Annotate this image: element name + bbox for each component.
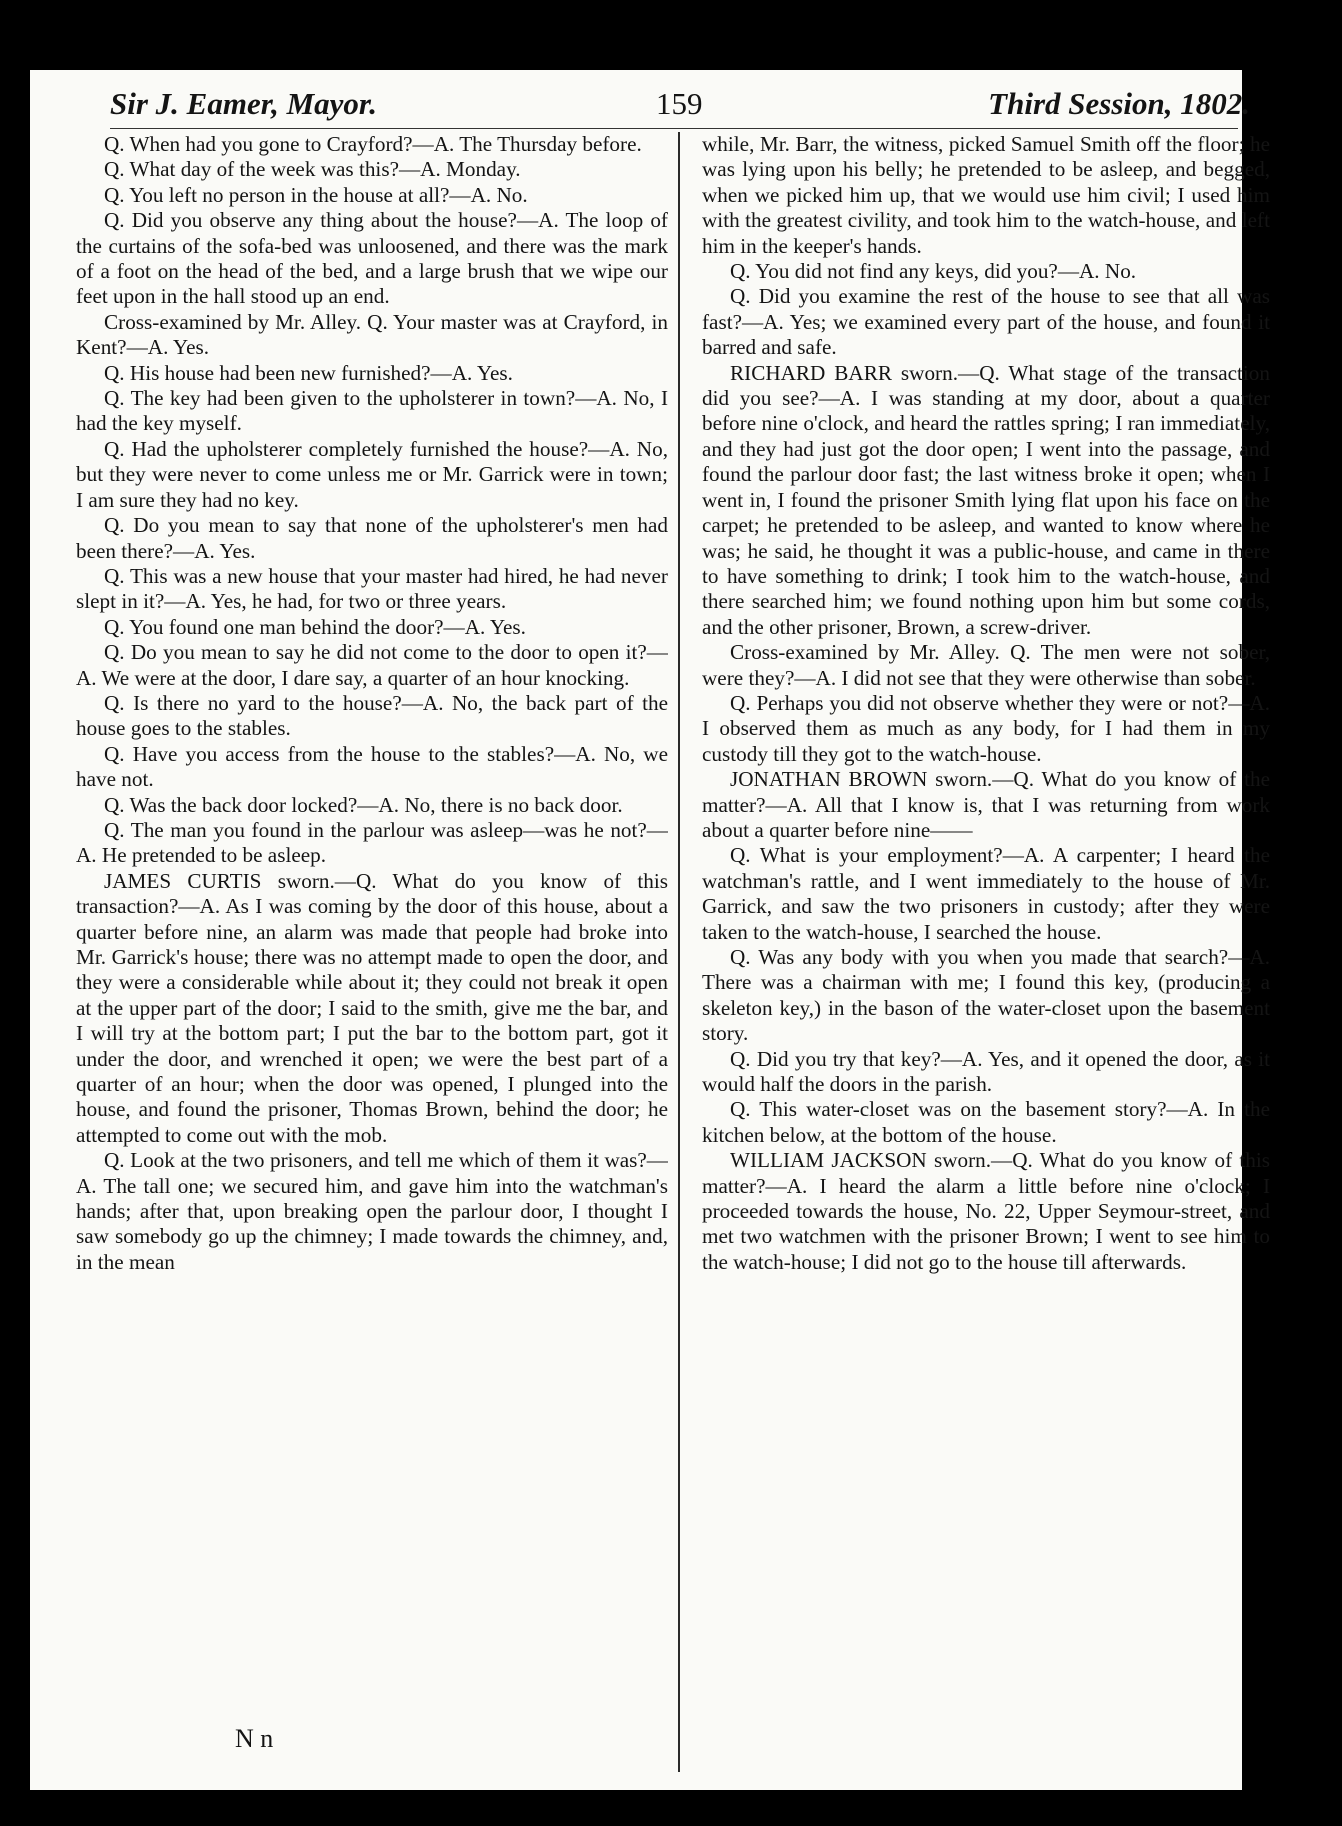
right-paragraph: Q. You did not find any keys, did you?—A. No. [730,259,1137,284]
right-paragraph: Q. Did you examine the rest of the house to see that all was fast?—A. Yes; we examined every part of the house, and found it barred and safe. [702,284,1270,360]
left-paragraph: Q. You found one man behind the door?—A. Yes. [104,614,526,639]
left-paragraph: Q. Is there no yard to the house?—A. No, the back part of the house goes to the stables. [76,690,668,741]
right-paragraph: while, Mr. Barr, the witness, picked Samuel Smith off the floor; he was lying upon his belly; he pretended to be asleep, and begged, when we picked him up, that we would use him civil; I used him with the greatest civility, and took him to the watch-house, and left him in the keeper's hands. [702,132,1270,258]
left-paragraph: Q. Had the upholsterer completely furnished the house?—A. No, but they were never to come unless me or Mr. Garrick were in town; I am sure they had no key. [76,436,668,512]
left-paragraph: Q. His house had been new furnished?—A. Yes. [104,360,513,385]
left-column [76,132,668,1275]
left-paragraph: Q. You left no person in the house at all?—A. No. [104,182,528,207]
left-paragraph: Q. Do you mean to say he did not come to the door to open it?—A. We were at the door, I dare say, a quarter of an hour knocking. [76,640,668,690]
right-paragraph: Q. What is your employment?—A. A carpenter; I heard the watchman's rattle, and I went immediately to the house of Mr. Garrick, and saw the two prisoners in custody; after they were taken to the watch-house, I searched the house. [702,843,1270,944]
right-paragraph: Q. Did you try that key?—A. Yes, and it opened the door, as it would half the doors in the parish. [702,1046,1270,1097]
document-page [30,70,1270,1790]
signature-mark: N n [235,1724,274,1753]
page-number: 159 [656,86,703,121]
right-column [702,132,1270,1275]
left-paragraph: Q. Have you access from the house to the stables?—A. No, we have not. [76,741,668,792]
left-paragraph: Q. Do you mean to say that none of the upholsterer's men had been there?—A. Yes. [76,513,668,563]
column-divider [678,132,680,1772]
left-paragraph: Q. Look at the two prisoners, and tell me which of them it was?—A. The tall one; we secured him, and gave him into the watchman's hands; after that, upon breaking open the parlour door, I thought I saw somebody go up the chimney; I made towards the chimney, and, in the mean [76,1148,668,1274]
right-paragraph: Q. This water-closet was on the basement story?—A. In the kitchen below, at the bottom of the house. [702,1097,1270,1147]
header-mayor: Sir J. Eamer, Mayor. [110,86,377,121]
left-paragraph: Q. When had you gone to Crayford?—A. The Thursday before. [104,132,642,156]
left-paragraph: Q. What day of the week was this?—A. Monday. [104,157,521,182]
header-session: Third Session, 1802. [988,86,1250,121]
left-paragraph: Cross-examined by Mr. Alley. Q. Your master was at Crayford, in Kent?—A. Yes. [76,309,668,360]
right-paragraph: JONATHAN BROWN sworn.—Q. What do you know of the matter?—A. All that I know is, that I was returning from work about a quarter before nine—— [702,767,1270,842]
left-paragraph: Q. This was a new house that your master had hired, he had never slept in it?—A. Yes, he had, for two or three years. [76,563,668,614]
left-paragraph: Q. Was the back door locked?—A. No, there is no back door. [104,792,623,817]
right-paragraph: WILLIAM JACKSON sworn.—Q. What do you know of this matter?—A. I heard the alarm a little before nine o'clock; I proceeded towards the house, No. 22, Upper Seymour-street, and met two watchmen with the prisoner Brown; I went to see him to the watch-house; I did not go to the house till afterwards. [702,1148,1270,1274]
right-paragraph: Q. Perhaps you did not observe whether they were or not?—A. I observed them as much as any body, for I had them in my custody till they got to the watch-house. [702,690,1270,766]
left-paragraph: Q. Did you observe any thing about the house?—A. The loop of the curtains of the sofa-bed was unloosened, and there was the mark of a foot on the head of the bed, and a large brush that we wipe our feet upon in the hall stood up an end. [76,208,668,309]
header-rule [110,128,1238,129]
right-paragraph: RICHARD BARR sworn.—Q. What stage of the transaction did you see?—A. I was standing at my door, about a quarter before nine o'clock, and heard the rattles spring; I ran immediately, and they had just got the door open; I went into the passage, and found the parlour door fast; the last witness broke it open; when I went in, I found the prisoner Smith lying flat upon his face on the carpet; he pretended to be asleep, and wanted to know where he was; he said, he thought it was a public-house, and came in there to have something to drink; I took him to the watch-house, and there searched him; we found nothing upon him but some cords, and the other prisoner, Brown, a screw-driver. [702,360,1270,639]
right-paragraph: Q. Was any body with you when you made that search?—A. There was a chairman with me; I found this key, (producing a skeleton key,) in the bason of the water-closet upon the basement story. [702,945,1270,1046]
left-paragraph: Q. The key had been given to the upholsterer in town?—A. No, I had the key myself. [76,386,668,436]
right-paragraph: Cross-examined by Mr. Alley. Q. The men were not sober, were they?—A. I did not see that they were otherwise than sober. [702,640,1270,690]
left-paragraph: Q. The man you found in the parlour was asleep—was he not?—A. He pretended to be asleep. [76,817,668,868]
left-paragraph: JAMES CURTIS sworn.—Q. What do you know of this transaction?—A. As I was coming by the door of this house, about a quarter before nine, an alarm was made that people had broke into Mr. Garrick's house; there was no attempt made to open the door, and they were a considerable while about it; they could not break it open at the upper part of the door; I said to the smith, give me the bar, and I will try at the bottom part; I put the bar to the bottom part, got it under the door, and wrenched it open; we were the best part of a quarter of an hour; when the door was opened, I plunged into the house, and found the prisoner, Thomas Brown, behind the door; he attempted to come out with the mob. [76,868,668,1147]
